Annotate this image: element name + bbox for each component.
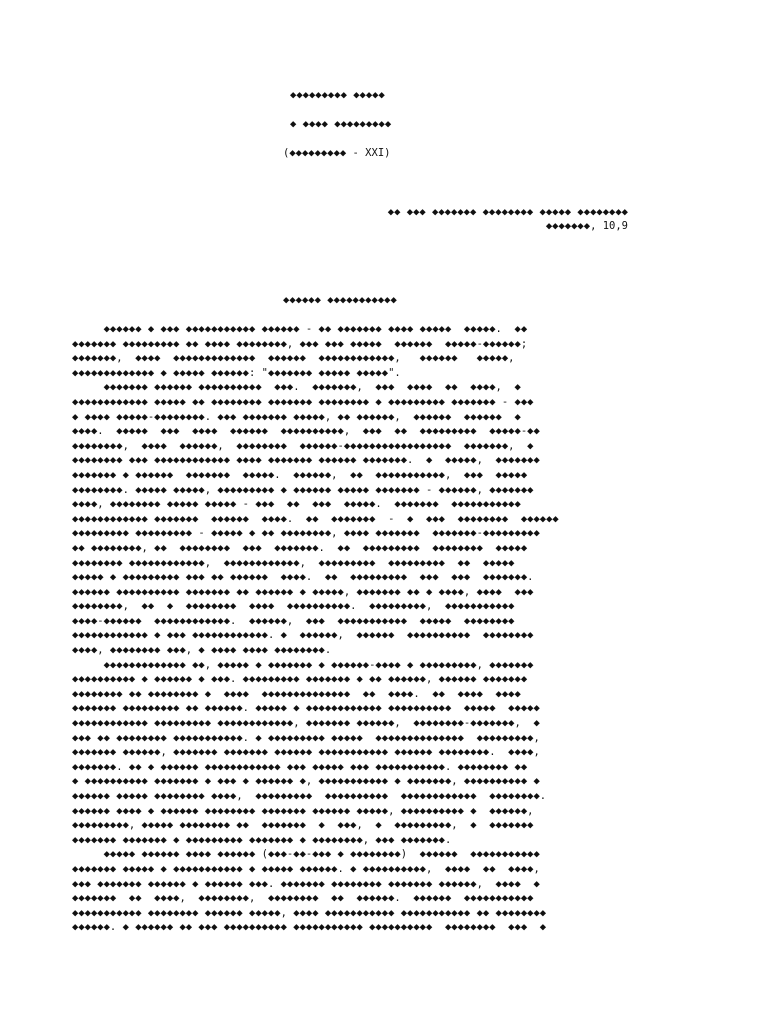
body-line: ◆◆◆◆◆◆◆◆◆◆◆◆ ◆ ◆◆◆ ◆◆◆◆◆◆◆◆◆◆◆◆. ◆ ◆◆◆◆◆◆, ◆◆◆◆◆◆ ◆◆◆◆◆◆◆◆◆◆ ◆◆◆◆◆◆◆◆ — [72, 629, 534, 642]
document-subtitle: ◆ ◆◆◆◆ ◆◆◆◆◆◆◆◆◆ — [290, 118, 392, 130]
body-line: ◆◆◆◆◆ ◆◆◆◆◆◆ ◆◆◆◆ ◆◆◆◆◆◆ (◆◆◆-◆◆-◆◆◆ ◆ ◆◆◆◆◆◆◆◆) ◆◆◆◆◆◆ ◆◆◆◆◆◆◆◆◆◆◆ — [72, 848, 540, 861]
body-line: ◆◆◆◆◆◆◆◆◆, ◆◆◆◆◆ ◆◆◆◆◆◆◆◆ ◆◆ ◆◆◆◆◆◆◆ ◆ ◆◆◆, ◆ ◆◆◆◆◆◆◆◆◆, ◆ ◆◆◆◆◆◆◆ — [72, 819, 534, 832]
body-line: ◆◆◆◆◆◆ ◆◆◆◆ ◆ ◆◆◆◆◆◆ ◆◆◆◆◆◆◆◆ ◆◆◆◆◆◆◆ ◆◆◆◆◆◆ ◆◆◆◆◆, ◆◆◆◆◆◆◆◆◆◆ ◆ ◆◆◆◆◆◆, — [72, 804, 534, 817]
body-line: ◆◆◆◆◆◆ ◆◆◆◆◆ ◆◆◆◆◆◆◆◆ ◆◆◆◆, ◆◆◆◆◆◆◆◆◆ ◆◆◆◆◆◆◆◆◆◆ ◆◆◆◆◆◆◆◆◆◆◆◆ ◆◆◆◆◆◆◆◆. — [72, 790, 547, 802]
document-part-label: (◆◆◆◆◆◆◆◆◆ - XXI) — [283, 147, 391, 159]
body-line: ◆◆◆ ◆◆ ◆◆◆◆◆◆◆◆ ◆◆◆◆◆◆◆◆◆◆◆. ◆ ◆◆◆◆◆◆◆◆◆ ◆◆◆◆◆ ◆◆◆◆◆◆◆◆◆◆◆◆◆◆ ◆◆◆◆◆◆◆◆◆, — [72, 731, 540, 744]
body-line: ◆◆◆◆. ◆◆◆◆◆ ◆◆◆ ◆◆◆◆ ◆◆◆◆◆◆ ◆◆◆◆◆◆◆◆◆◆, ◆◆◆ ◆◆ ◆◆◆◆◆◆◆◆◆ ◆◆◆◆◆-◆◆ — [72, 425, 540, 438]
body-line: ◆◆◆◆◆◆◆, ◆◆◆◆ ◆◆◆◆◆◆◆◆◆◆◆◆◆ ◆◆◆◆◆◆ ◆◆◆◆◆◆◆◆◆◆◆◆, ◆◆◆◆◆◆ ◆◆◆◆◆, — [72, 352, 515, 365]
body-line: ◆◆◆◆◆◆◆. ◆◆ ◆ ◆◆◆◆◆◆ ◆◆◆◆◆◆◆◆◆◆◆◆ ◆◆◆ ◆◆◆◆◆ ◆◆◆ ◆◆◆◆◆◆◆◆◆◆◆. ◆◆◆◆◆◆◆◆ ◆◆ — [72, 760, 528, 773]
body-line: ◆◆◆◆◆◆◆ ◆◆◆◆◆◆ ◆◆◆◆◆◆◆◆◆◆ ◆◆◆. ◆◆◆◆◆◆◆, ◆◆◆ ◆◆◆◆ ◆◆ ◆◆◆◆, ◆ — [72, 381, 521, 394]
body-line: ◆◆◆◆◆◆◆ ◆◆◆◆◆ ◆ ◆◆◆◆◆◆◆◆◆◆◆ ◆ ◆◆◆◆◆ ◆◆◆◆◆◆. ◆ ◆◆◆◆◆◆◆◆◆◆, ◆◆◆◆ ◆◆ ◆◆◆◆, — [72, 862, 540, 875]
body-line: ◆◆◆◆◆◆◆ ◆◆ ◆◆◆◆, ◆◆◆◆◆◆◆◆, ◆◆◆◆◆◆◆◆ ◆◆ ◆◆◆◆◆◆. ◆◆◆◆◆◆ ◆◆◆◆◆◆◆◆◆◆◆ — [72, 892, 534, 905]
body-line: ◆ ◆◆◆◆◆◆◆◆◆◆ ◆◆◆◆◆◆◆ ◆ ◆◆◆ ◆ ◆◆◆◆◆◆ ◆, ◆◆◆◆◆◆◆◆◆◆◆ ◆ ◆◆◆◆◆◆◆, ◆◆◆◆◆◆◆◆◆◆ ◆ — [72, 775, 540, 788]
body-line: ◆◆◆◆◆◆◆ ◆◆◆◆◆◆◆◆◆ ◆◆ ◆◆◆◆◆◆. ◆◆◆◆◆ ◆ ◆◆◆◆◆◆◆◆◆◆◆◆ ◆◆◆◆◆◆◆◆◆◆ ◆◆◆◆◆ ◆◆◆◆◆ — [72, 702, 540, 715]
body-line: ◆◆◆◆◆◆◆◆◆◆ ◆ ◆◆◆◆◆◆ ◆ ◆◆◆. ◆◆◆◆◆◆◆◆◆ ◆◆◆◆◆◆◆ ◆ ◆◆ ◆◆◆◆◆◆, ◆◆◆◆◆◆ ◆◆◆◆◆◆◆ — [72, 673, 528, 686]
body-line: ◆◆◆◆◆◆◆◆◆ ◆◆◆◆◆◆◆◆◆ - ◆◆◆◆◆ ◆ ◆◆ ◆◆◆◆◆◆◆◆, ◆◆◆◆ ◆◆◆◆◆◆◆ ◆◆◆◆◆◆◆-◆◆◆◆◆◆◆◆◆ — [72, 527, 540, 540]
body-line: ◆◆◆◆◆◆◆◆◆◆◆◆◆ ◆ ◆◆◆◆◆ ◆◆◆◆◆◆: "◆◆◆◆◆◆◆ ◆◆◆◆◆ ◆◆◆◆◆". — [72, 366, 401, 379]
body-line: ◆ ◆◆◆◆ ◆◆◆◆◆-◆◆◆◆◆◆◆◆. ◆◆◆ ◆◆◆◆◆◆◆ ◆◆◆◆◆, ◆◆ ◆◆◆◆◆◆, ◆◆◆◆◆◆ ◆◆◆◆◆◆ ◆ — [72, 410, 521, 423]
body-line: ◆◆◆◆◆◆. ◆ ◆◆◆◆◆◆ ◆◆ ◆◆◆ ◆◆◆◆◆◆◆◆◆◆ ◆◆◆◆◆◆◆◆◆◆◆ ◆◆◆◆◆◆◆◆◆◆ ◆◆◆◆◆◆◆◆ ◆◆◆ ◆ — [72, 921, 547, 934]
body-line: ◆◆◆◆◆◆ ◆◆◆◆◆◆◆◆◆◆ ◆◆◆◆◆◆◆ ◆◆ ◆◆◆◆◆◆ ◆ ◆◆◆◆◆, ◆◆◆◆◆◆◆ ◆◆ ◆ ◆◆◆◆, ◆◆◆◆ ◆◆◆ — [72, 585, 534, 598]
epigraph-quote: ◆◆ ◆◆◆ ◆◆◆◆◆◆◆ ◆◆◆◆◆◆◆◆ ◆◆◆◆◆ ◆◆◆◆◆◆◆◆ — [387, 206, 628, 218]
body-line: ◆◆◆◆◆◆ ◆ ◆◆◆ ◆◆◆◆◆◆◆◆◆◆◆ ◆◆◆◆◆◆ - ◆◆ ◆◆◆◆◆◆◆ ◆◆◆◆ ◆◆◆◆◆ ◆◆◆◆◆. ◆◆ — [72, 323, 528, 335]
body-line: ◆◆◆◆◆◆◆◆◆◆◆ ◆◆◆◆◆◆◆◆ ◆◆◆◆◆◆ ◆◆◆◆◆, ◆◆◆◆ ◆◆◆◆◆◆◆◆◆◆◆ ◆◆◆◆◆◆◆◆◆◆◆ ◆◆ ◆◆◆◆◆◆◆◆ — [72, 906, 547, 919]
body-line: ◆◆◆◆◆◆◆◆. ◆◆◆◆◆ ◆◆◆◆◆, ◆◆◆◆◆◆◆◆◆ ◆ ◆◆◆◆◆◆ ◆◆◆◆◆ ◆◆◆◆◆◆◆ - ◆◆◆◆◆◆, ◆◆◆◆◆◆◆ — [72, 483, 534, 496]
body-line: ◆◆◆◆◆◆◆ ◆◆◆◆◆◆, ◆◆◆◆◆◆◆ ◆◆◆◆◆◆◆ ◆◆◆◆◆◆ ◆◆◆◆◆◆◆◆◆◆◆ ◆◆◆◆◆◆ ◆◆◆◆◆◆◆◆. ◆◆◆◆, — [72, 746, 540, 759]
body-line: ◆◆◆◆◆◆◆◆ ◆◆◆◆◆◆◆◆◆◆◆◆, ◆◆◆◆◆◆◆◆◆◆◆◆, ◆◆◆◆◆◆◆◆◆ ◆◆◆◆◆◆◆◆◆ ◆◆ ◆◆◆◆◆ — [72, 556, 515, 569]
body-line: ◆◆◆ ◆◆◆◆◆◆◆ ◆◆◆◆◆◆ ◆ ◆◆◆◆◆◆ ◆◆◆. ◆◆◆◆◆◆◆ ◆◆◆◆◆◆◆◆ ◆◆◆◆◆◆◆ ◆◆◆◆◆◆, ◆◆◆◆ ◆ — [72, 877, 540, 890]
body-line: ◆◆◆◆◆ ◆ ◆◆◆◆◆◆◆◆◆ ◆◆◆ ◆◆ ◆◆◆◆◆◆ ◆◆◆◆. ◆◆ ◆◆◆◆◆◆◆◆◆ ◆◆◆ ◆◆◆ ◆◆◆◆◆◆◆. — [72, 571, 534, 584]
body-line: ◆◆◆◆◆◆◆ ◆ ◆◆◆◆◆◆ ◆◆◆◆◆◆◆ ◆◆◆◆◆. ◆◆◆◆◆◆, ◆◆ ◆◆◆◆◆◆◆◆◆◆◆, ◆◆◆ ◆◆◆◆◆ — [72, 468, 528, 481]
body-line: ◆◆◆◆, ◆◆◆◆◆◆◆◆ ◆◆◆◆◆ ◆◆◆◆◆ - ◆◆◆ ◆◆ ◆◆◆ ◆◆◆◆◆. ◆◆◆◆◆◆◆ ◆◆◆◆◆◆◆◆◆◆◆ — [72, 498, 521, 511]
epigraph-source: ◆◆◆◆◆◆◆, 10,9 — [545, 220, 628, 232]
document-title: ◆◆◆◆◆◆◆◆◆ ◆◆◆◆◆ — [290, 89, 385, 101]
body-line: ◆◆◆◆◆◆◆ ◆◆◆◆◆◆◆ ◆ ◆◆◆◆◆◆◆◆◆ ◆◆◆◆◆◆◆ ◆ ◆◆◆◆◆◆◆◆, ◆◆◆ ◆◆◆◆◆◆◆. — [72, 833, 452, 846]
body-line: ◆◆◆◆◆◆◆◆◆◆◆◆ ◆◆◆◆◆ ◆◆ ◆◆◆◆◆◆◆◆ ◆◆◆◆◆◆◆ ◆◆◆◆◆◆◆◆ ◆ ◆◆◆◆◆◆◆◆◆ ◆◆◆◆◆◆◆ - ◆◆◆ — [72, 395, 534, 408]
body-line: ◆◆◆◆, ◆◆◆◆◆◆◆◆ ◆◆◆, ◆ ◆◆◆◆ ◆◆◆◆ ◆◆◆◆◆◆◆◆. — [72, 644, 332, 657]
body-line: ◆◆◆◆◆◆◆◆◆◆◆◆ ◆◆◆◆◆◆◆ ◆◆◆◆◆◆ ◆◆◆◆. ◆◆ ◆◆◆◆◆◆◆ - ◆ ◆◆◆ ◆◆◆◆◆◆◆◆ ◆◆◆◆◆◆ — [72, 512, 559, 525]
body-text — [72, 322, 632, 935]
body-line: ◆◆◆◆◆◆◆ ◆◆◆◆◆◆◆◆◆ ◆◆ ◆◆◆◆ ◆◆◆◆◆◆◆◆, ◆◆◆ ◆◆◆ ◆◆◆◆◆ ◆◆◆◆◆◆ ◆◆◆◆◆-◆◆◆◆◆◆; — [72, 337, 528, 350]
body-line: ◆◆◆◆◆◆◆◆◆◆◆◆◆ ◆◆, ◆◆◆◆◆ ◆ ◆◆◆◆◆◆◆ ◆ ◆◆◆◆◆◆-◆◆◆◆ ◆ ◆◆◆◆◆◆◆◆◆, ◆◆◆◆◆◆◆ — [72, 658, 534, 671]
body-line: ◆◆ ◆◆◆◆◆◆◆◆, ◆◆ ◆◆◆◆◆◆◆◆ ◆◆◆ ◆◆◆◆◆◆◆. ◆◆ ◆◆◆◆◆◆◆◆◆ ◆◆◆◆◆◆◆◆ ◆◆◆◆◆ — [72, 541, 528, 554]
body-line: ◆◆◆◆◆◆◆◆◆◆◆◆ ◆◆◆◆◆◆◆◆◆ ◆◆◆◆◆◆◆◆◆◆◆◆, ◆◆◆◆◆◆◆ ◆◆◆◆◆◆, ◆◆◆◆◆◆◆◆-◆◆◆◆◆◆◆, ◆ — [72, 717, 540, 730]
body-line: ◆◆◆◆◆◆◆◆ ◆◆ ◆◆◆◆◆◆◆◆ ◆ ◆◆◆◆ ◆◆◆◆◆◆◆◆◆◆◆◆◆◆ ◆◆ ◆◆◆◆. ◆◆ ◆◆◆◆ ◆◆◆◆ — [72, 687, 521, 700]
section-heading: ◆◆◆◆◆◆ ◆◆◆◆◆◆◆◆◆◆◆ — [283, 294, 397, 306]
body-line: ◆◆◆◆-◆◆◆◆◆◆ ◆◆◆◆◆◆◆◆◆◆◆◆. ◆◆◆◆◆◆, ◆◆◆ ◆◆◆◆◆◆◆◆◆◆◆ ◆◆◆◆◆ ◆◆◆◆◆◆◆◆ — [72, 614, 515, 627]
body-line: ◆◆◆◆◆◆◆◆, ◆◆ ◆ ◆◆◆◆◆◆◆◆ ◆◆◆◆ ◆◆◆◆◆◆◆◆◆◆. ◆◆◆◆◆◆◆◆◆, ◆◆◆◆◆◆◆◆◆◆◆ — [72, 600, 515, 613]
body-line: ◆◆◆◆◆◆◆◆, ◆◆◆◆ ◆◆◆◆◆◆, ◆◆◆◆◆◆◆◆ ◆◆◆◆◆◆-◆◆◆◆◆◆◆◆◆◆◆◆◆◆◆◆◆ ◆◆◆◆◆◆◆, ◆ — [72, 439, 534, 452]
body-line: ◆◆◆◆◆◆◆◆ ◆◆◆ ◆◆◆◆◆◆◆◆◆◆◆◆ ◆◆◆◆ ◆◆◆◆◆◆◆ ◆◆◆◆◆◆ ◆◆◆◆◆◆◆. ◆ ◆◆◆◆◆, ◆◆◆◆◆◆◆ — [72, 454, 540, 467]
